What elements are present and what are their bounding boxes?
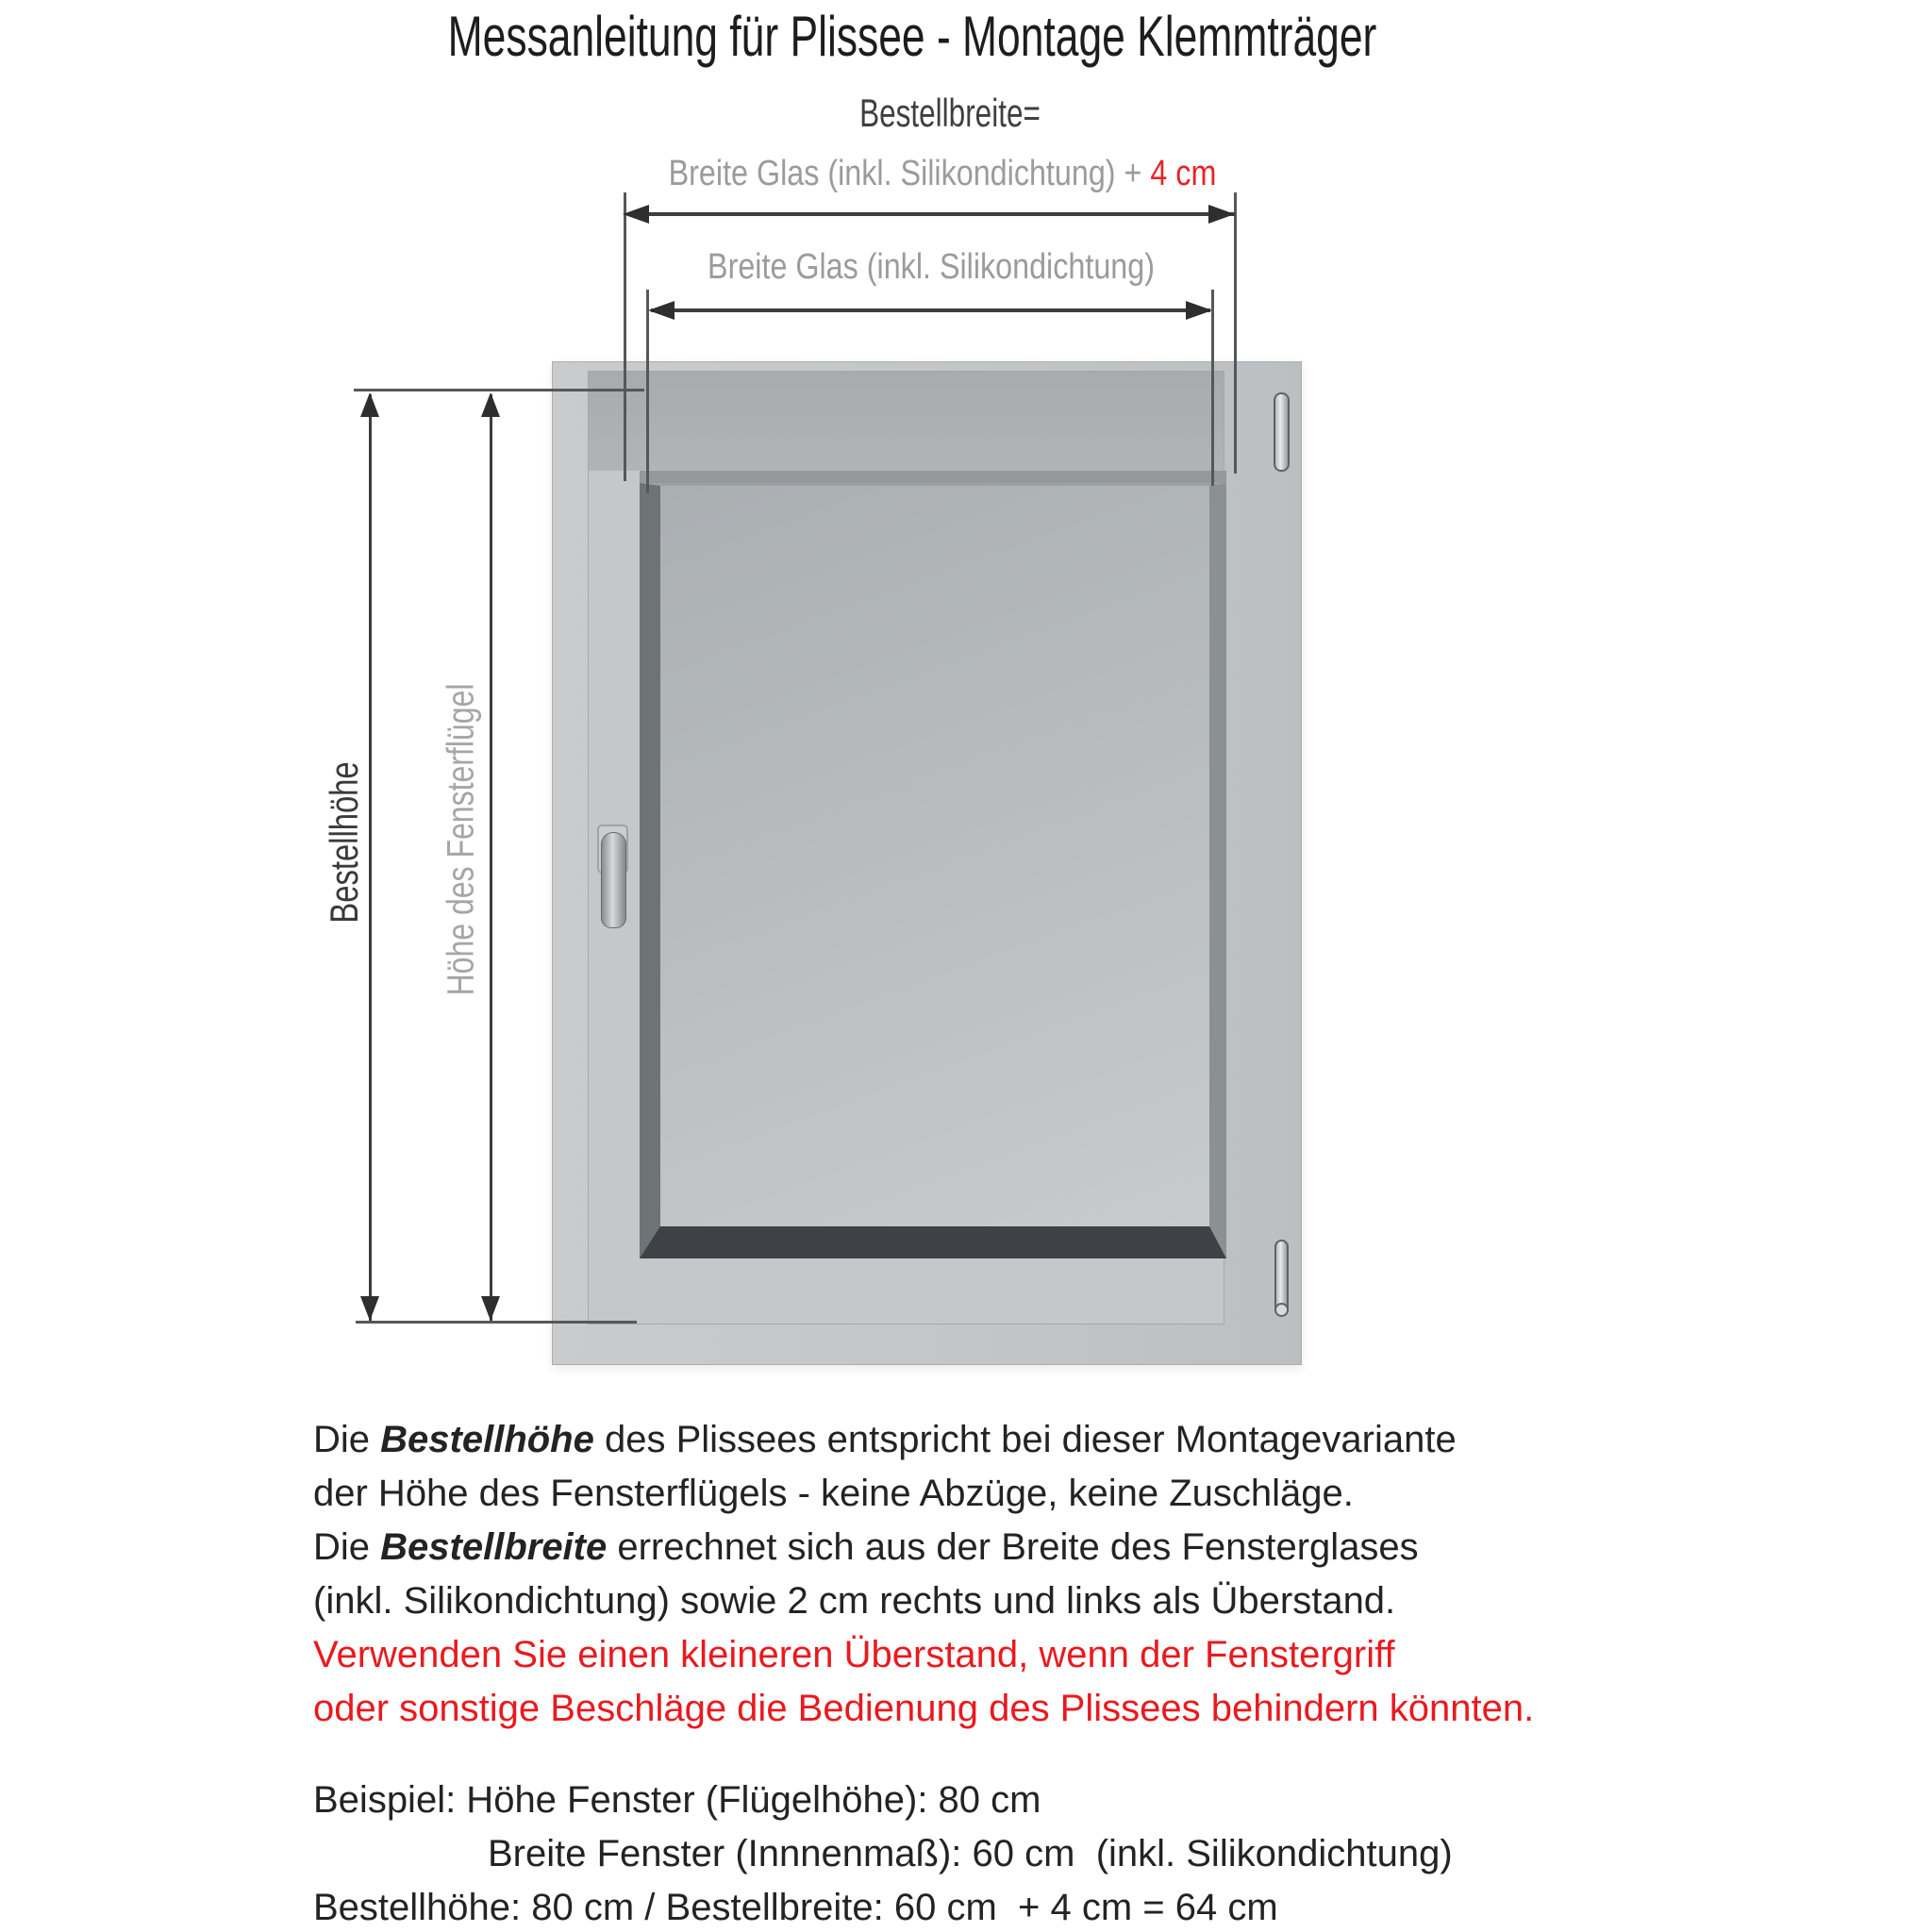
text-segment: Die bbox=[313, 1419, 381, 1460]
text-segment: Die bbox=[313, 1526, 381, 1568]
explanation-warning-line-1: Verwenden Sie einen kleineren Überstand, wenn der Fenstergriff bbox=[313, 1634, 1395, 1675]
example-line-3: Bestellhöhe: 80 cm / Bestellbreite: 60 cm + 4 cm = 64 cm bbox=[313, 1887, 1278, 1928]
arrowhead-down-icon bbox=[360, 1296, 379, 1321]
order-width-formula bbox=[669, 154, 1217, 194]
glass-top-rail bbox=[640, 471, 1226, 483]
explanation-line-4: (inkl. Silikondichtung) sowie 2 cm rechts und links als Überstand. bbox=[313, 1580, 1396, 1622]
text-segment: des Plissees entspricht bei dieser Montagevariante bbox=[593, 1419, 1457, 1460]
window-sash bbox=[588, 371, 1224, 1324]
glass-width-dimension-line bbox=[651, 308, 1210, 312]
hinge-top-icon bbox=[1274, 392, 1290, 472]
arrowhead-right-icon bbox=[1186, 301, 1212, 320]
ext-line-outer-right bbox=[1234, 192, 1237, 474]
text-segment-emphasis: Bestellhöhe bbox=[380, 1419, 594, 1460]
glass-width-label: Breite Glas (inkl. Silikondichtung) bbox=[708, 247, 1155, 287]
order-width-dimension-line bbox=[628, 212, 1235, 216]
arrowhead-up-icon bbox=[481, 392, 500, 417]
arrowhead-right-icon bbox=[1208, 205, 1235, 224]
height-tick-top bbox=[354, 389, 644, 391]
height-tick-bottom bbox=[356, 1321, 637, 1324]
hinge-pin-icon bbox=[1274, 1303, 1289, 1317]
sash-height-label: Höhe des Fensterflügel bbox=[440, 683, 482, 996]
example-line-2: Breite Fenster (Innnenmaß): 60 cm (inkl. Silikondichtung) bbox=[488, 1833, 1453, 1874]
explanation-line-1 bbox=[313, 1413, 1534, 1467]
arrowhead-left-icon bbox=[648, 301, 675, 320]
arrowhead-up-icon bbox=[360, 392, 379, 417]
sash-top-band bbox=[589, 372, 1224, 471]
explanation-line-3 bbox=[313, 1521, 1534, 1574]
sash-height-dimension-line bbox=[490, 394, 492, 1321]
window-handle-icon bbox=[601, 832, 626, 928]
window-frame bbox=[552, 361, 1302, 1365]
arrowhead-left-icon bbox=[623, 205, 649, 224]
ext-line-outer-left bbox=[624, 192, 626, 481]
text-segment: errechnet sich aus der Breite des Fensterglases bbox=[607, 1526, 1419, 1568]
window-glass bbox=[640, 483, 1226, 1258]
explanation-line-2: der Höhe des Fensterflügels - keine Abzüge, keine Zuschläge. bbox=[313, 1473, 1354, 1514]
example-block bbox=[313, 1774, 1453, 1932]
formula-gray-part: Breite Glas (inkl. Silikondichtung) + bbox=[668, 154, 1151, 193]
formula-red-part: 4 cm bbox=[1150, 154, 1217, 193]
example-line-1: Beispiel: Höhe Fenster (Flügelhöhe): 80 cm bbox=[313, 1779, 1041, 1821]
order-height-label: Bestellhöhe bbox=[322, 761, 366, 924]
page-title: Messanleitung für Plissee - Montage Klemmträger bbox=[447, 5, 1377, 68]
explanation-paragraph bbox=[313, 1413, 1534, 1736]
order-width-heading: Bestellbreite= bbox=[859, 91, 1041, 135]
explanation-warning-line-2: oder sonstige Beschläge die Bedienung des Plissees behindern könnten. bbox=[313, 1688, 1535, 1729]
text-segment-emphasis: Bestellbreite bbox=[380, 1526, 608, 1568]
ext-line-inner-left bbox=[646, 290, 649, 493]
order-height-dimension-line bbox=[369, 394, 372, 1321]
arrowhead-down-icon bbox=[481, 1296, 500, 1321]
hinge-bottom-icon bbox=[1274, 1240, 1289, 1315]
